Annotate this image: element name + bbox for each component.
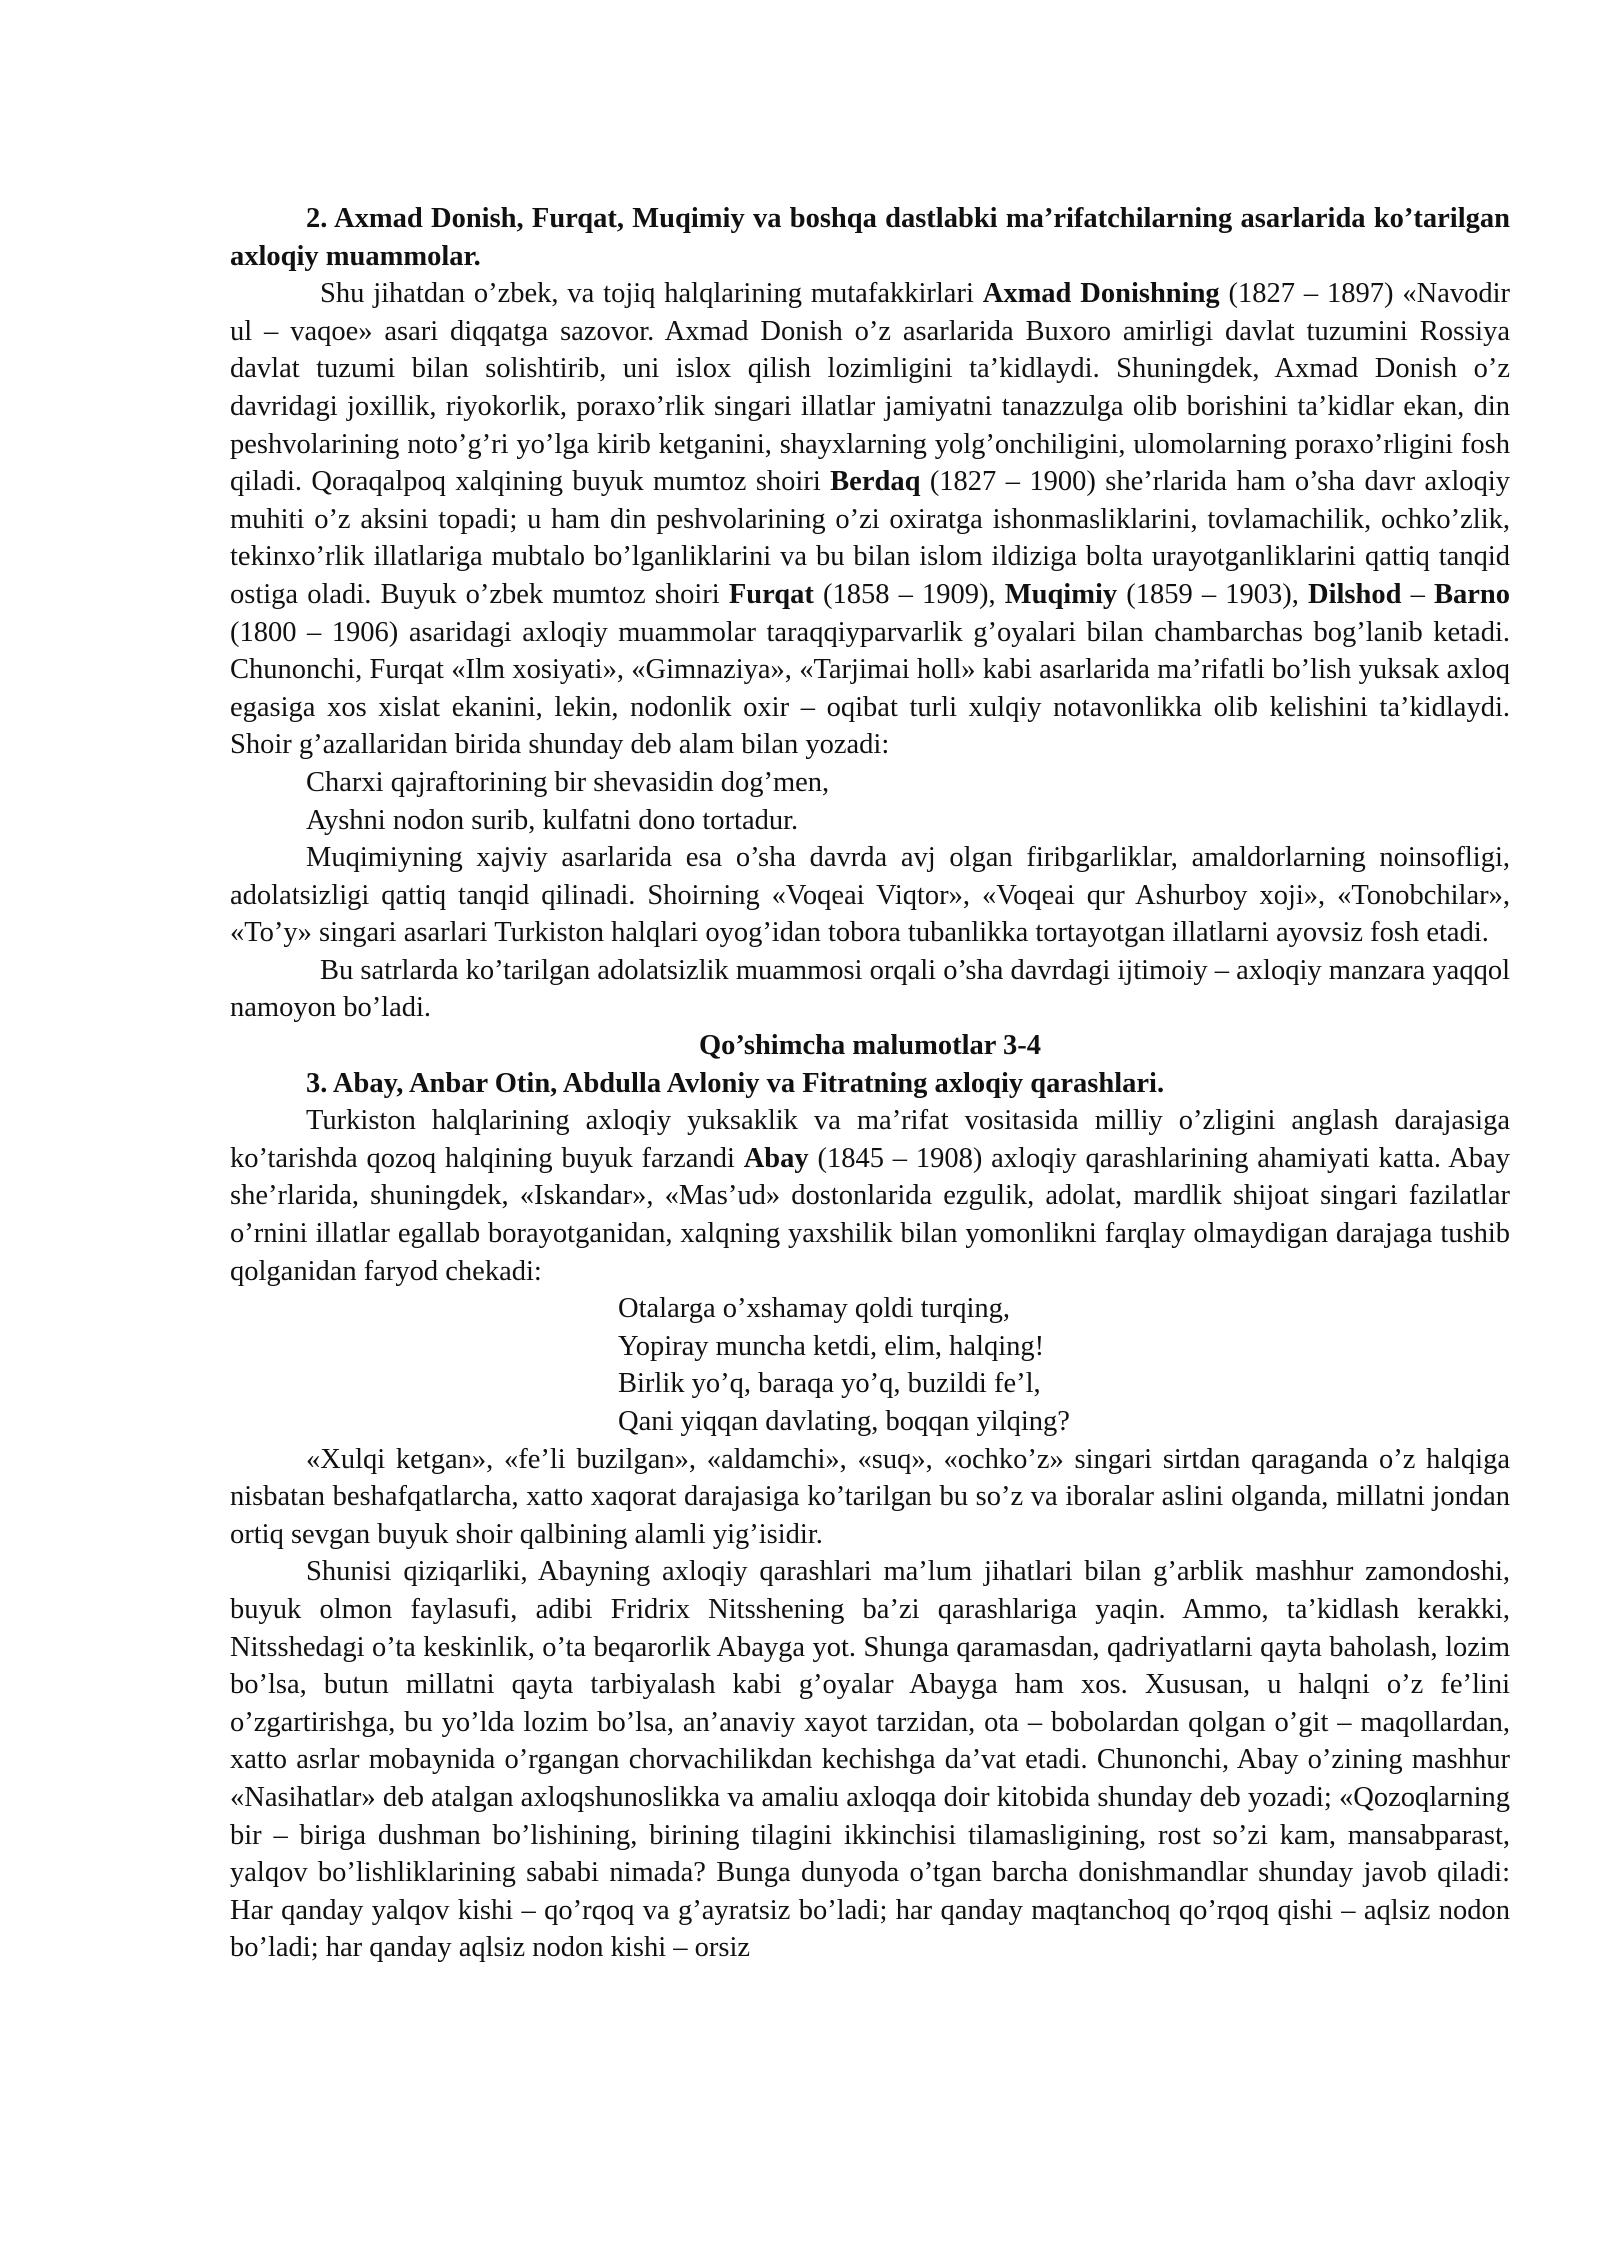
section-3-paragraph-3: Shunisi qiziqarliki, Abayning axloqiy qarashlari ma’lum jihatlari bilan g’arblik mashhur zamondoshi, buyuk olmon faylasufi, adibi Fridrix Nitsshening ba’zi qarashlariga yaqin. Ammo, ta’kidlash kerakki, Nitsshedagi o’ta keskinlik, o’ta beqarorlik Abayga yot. Shunga qaramasdan, qadriyatlarni qayta baholash, lozim bo’lsa, butun millatni qayta tarbiyalash kabi g’oyalar Abayga ham xos. Xususan, u halqni o’z fe’lini o’zgartirishga, bu yo’lda lozim bo’lsa, an’anaviy xayot tarzidan, ota – bobolardan qolgan o’git – maqollardan, xatto asrlar mobaynida o’rgangan chorvachilikdan kechishga da’vat etadi. Chunonchi, Abay o’zining mashhur «Nasihatlar» deb atalgan axloqshunoslikka va amaliu axloqqa doir kitobida shunday deb yozadi; «Qozoqlarning bir – biriga dushman bo’lishining, birining tilagini ikkinchisi tilamasligining, rost so’zi kam, mansabparast, yalqov bo’lishliklarining sababi nimada? Bunga dunyoda o’tgan barcha donishmandlar shunday javob qiladi: Har qanday yalqov kishi – qo’rqoq va g’ayratsiz bo’ladi; har qanday maqtanchoq qo’rqoq qishi – aqlsiz nodon bo’ladi; har qanday aqlsiz nodon kishi – orsiz bbox=[230, 1556, 1510, 1964]
section-3-paragraph-1: Turkiston halqlarining axloqiy yuksaklik va ma’rifat vositasida milliy o’zligini anglash darajasiga ko’tarishda qozoq halqining buyuk farzandi Abay (1845 – 1908) axloqiy qarashlarining ahamiyati katta. Abay she’rlarida, shuningdek, «Iskandar», «Mas’ud» dostonlarida ezgulik, adolat, mardlik shijoat singari fazilatlar o’rnini illatlar egallab borayotganidan, xalqning yaxshilik bilan yomonlikni farqlay olmaydigan darajaga tushib qolganidan faryod chekadi: bbox=[230, 1105, 1510, 1287]
verse-line: Otalarga o’xshamay qoldi turqing, bbox=[618, 1293, 1011, 1325]
section-2-paragraph-1: Shu jihatdan o’zbek, va tojiq halqlarining mutafakkirlari Axmad Donishning (1827 – 1897) «Navodir ul – vaqoe» asari diqqatga sazovor. Axmad Donish o’z asarlarida Buxoro amirligi davlat tuzumini Rossiya davlat tuzumi bilan solishtirib, uni islox qilish lozimligini ta’kidlaydi. Shuningdek, Axmad Donish o’z davridagi joxillik, riyokorlik, poraxo’rlik singari illatlar jamiyatni tanazzulga olib borishini ta’kidlar ekan, din peshvolarining noto’g’ri yo’lga kirib ketganini, shayxlarning yolg’onchiligini, ulomolarning poraxo’rligini fosh qiladi. Qoraqalpoq xalqining buyuk mumtoz shoiri Berdaq (1827 – 1900) she’rlarida ham o’sha davr axloqiy muhiti o’z aksini topadi; u ham din peshvolarining o’zi oxiratga ishonmasliklarini, tovlamachilik, ochko’zlik, tekinxo’rlik illatlariga mubtalo bo’lganliklarini va bu bilan islom ildiziga bolta urayotganliklarini qattiq tanqid ostiga oladi. Buyuk o’zbek mumtoz shoiri Furqat (1858 – 1909), Muqimiy (1859 – 1903), Dilshod – Barno (1800 – 1906) asaridagi axloqiy muammolar taraqqiyparvarlik g’oyalari bilan chambarchas bog’lanib ketadi. Chunonchi, Furqat «Ilm xosiyati», «Gimnaziya», «Tarjimai holl» kabi asarlarida ma’rifatli bo’lish yuksak axloq egasiga xos xislat ekanini, lekin, nodonlik oxir – oqibat turli xulqiy notavonlikka olib kelishini ta’kidlaydi. Shoir g’azallaridan birida shunday deb alam bilan yozadi: bbox=[230, 278, 1511, 761]
verse-line: Qani yiqqan davlating, boqqan yilqing? bbox=[618, 1406, 1070, 1437]
verse-line: Birlik yo’q, baraqa yo’q, buzildi fe’l, bbox=[618, 1368, 1041, 1400]
section-2-paragraph-2: Muqimiyning xajviy asarlarida esa o’sha davrda avj olgan firibgarliklar, amaldorlarning noinsofligi, adolatsizligi qattiq tanqid qilinadi. Shoirning «Voqeai Viqtor», «Voqeai qur Ashurboy xoji», «Tonobchilar», «To’y» singari asarlari Turkiston halqlari oyog’idan tobora tubanlikka tortayotgan illatlarni ayovsiz fosh etadi. bbox=[230, 842, 1510, 949]
verse-line: Charxi qajraftorining bir shevasidin dog’men, bbox=[306, 766, 830, 798]
document-page bbox=[230, 200, 1510, 1967]
extra-info-title: Qo’shimcha malumotlar 3-4 bbox=[699, 1030, 1041, 1062]
section-2-paragraph-3: Bu satrlarda ko’tarilgan adolatsizlik muammosi orqali o’sha davrdagi ijtimoiy – axloqiy manzara yaqqol namoyon bo’ladi. bbox=[230, 954, 1510, 1024]
verse-line: Yopiray muncha ketdi, elim, halqing! bbox=[618, 1330, 1045, 1362]
section-3-heading: 3. Abay, Anbar Otin, Abdulla Avloniy va Fitratning axloqiy qarashlari. bbox=[306, 1067, 1165, 1099]
section-2-heading: 2. Axmad Donish, Furqat, Muqimiy va boshqa dastlabki ma’rifatchilarning asarlarida ko’tarilgan axloqiy muammolar. bbox=[230, 203, 1510, 272]
verse-line: Ayshni nodon surib, kulfatni dono tortadur. bbox=[306, 804, 799, 836]
section-3-paragraph-2: «Xulqi ketgan», «fe’li buzilgan», «aldamchi», «suq», «ochko’z» singari sirtdan qaraganda o’z halqiga nisbatan beshafqatlarcha, xatto xaqorat darajasiga ko’tarilgan bu so’z va iboralar aslini olganda, millatni jondan ortiq sevgan buyuk shoir qalbining alamli yig’isidir. bbox=[230, 1443, 1510, 1550]
